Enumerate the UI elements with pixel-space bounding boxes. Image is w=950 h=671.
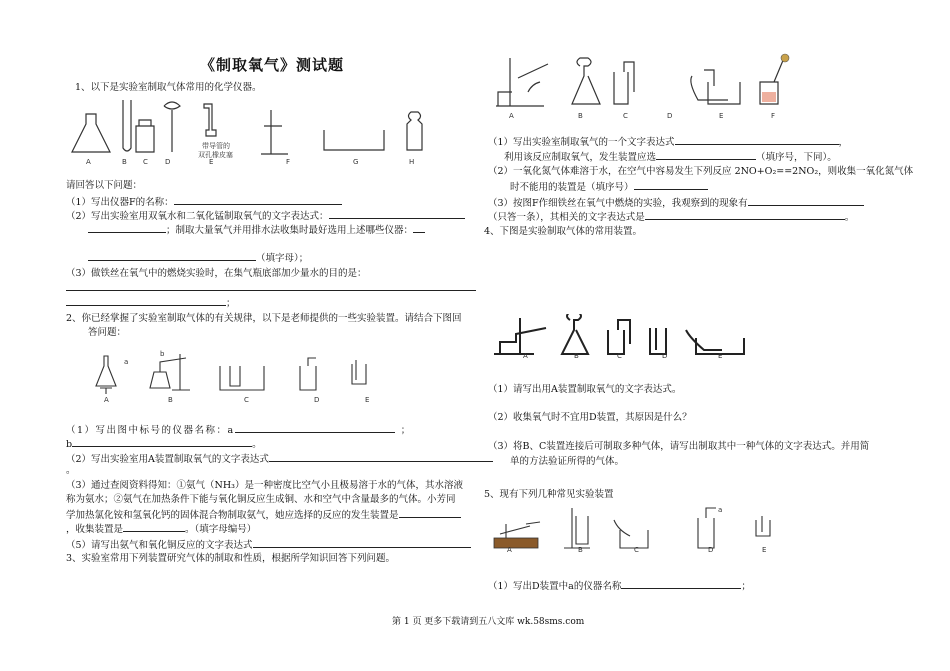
answer-blank[interactable] [634, 180, 708, 190]
q4-intro: 4、下图是实验制取气体的常用装置。 [484, 226, 643, 237]
answer-blank[interactable] [269, 452, 493, 462]
q5-label-a: A [507, 546, 512, 554]
q3-apparatus-figure [488, 52, 798, 112]
answer-blank[interactable] [645, 210, 845, 220]
answer-blank[interactable] [329, 209, 465, 219]
q1-sub1 [66, 195, 342, 209]
q3-label-c: C [623, 112, 628, 120]
q2-sub3-text4b: 。（填字母编号） [185, 524, 257, 535]
q2-sub3-text4: ，收集装置是 [66, 524, 124, 535]
q2-sub2-text: （2）写出实验室用A装置制取氧气的文字表达式 [66, 454, 269, 465]
q5-label-e: E [762, 546, 767, 554]
q2-sub1-end: 。 [252, 439, 262, 450]
q2-label-b: B [168, 396, 173, 404]
q1-label-c: C [143, 158, 148, 166]
q4-sub3-line2: 单的方法验证所得的气体。 [510, 456, 625, 467]
q1-label-e: E [209, 158, 214, 166]
q4-label-d: D [662, 352, 668, 360]
q1-sub2-line2 [88, 223, 425, 237]
q2-label-c: C [244, 396, 249, 404]
q4-sub2: （2）收集氧气时不宜用D装置，其原因是什么？ [488, 412, 692, 423]
q2-sub1-text: （1）写出图中标号的仪器名称：a [66, 425, 235, 436]
q4-label-e: E [718, 352, 723, 360]
q3-label-f: F [771, 112, 776, 120]
q3-label-b: B [578, 112, 583, 120]
answer-blank[interactable] [621, 579, 741, 589]
q2-label-a: A [104, 396, 109, 404]
answer-blank[interactable] [235, 423, 395, 433]
q1-label-b: B [122, 158, 127, 166]
q3-intro: 3、实验室常用下列装置研究气体的制取和性质，根据所学知识回答下列问题。 [66, 553, 396, 564]
answer-blank[interactable] [399, 508, 461, 518]
answer-blank[interactable] [656, 150, 756, 160]
svg-text:双孔橡皮塞: 双孔橡皮塞 [198, 151, 233, 159]
q5-label-b: B [578, 546, 583, 554]
q5-label-small-a: a [718, 506, 723, 514]
q1-intro: 1、以下是实验室制取气体常用的化学仪器。 [75, 82, 262, 93]
answer-blank[interactable] [66, 296, 226, 306]
q1-sub3-end: ； [226, 298, 236, 309]
q2-sub3-text3: 学加热氯化铵和氢氧化钙的固体混合物制取氨气，她应选择的反应的发生装置是 [66, 510, 399, 521]
q2-intro-1: 2、你已经掌握了实验室制取气体的有关规律，以下是老师提供的一些实验装置。请结合下图回 [66, 313, 462, 324]
q3-sub2-line2 [510, 180, 708, 194]
answer-blank[interactable] [748, 196, 864, 206]
q2-sub3-line2: 称为氨水；②氨气在加热条件下能与氧化铜反应生成铜、水和空气中含量最多的气体。小芳同 [66, 494, 456, 505]
q3-sub1-end: ， [838, 137, 849, 148]
q1-sub2-text3: （填字母）； [256, 253, 309, 264]
q3-sub3-text2: （只答一条），其相关的文字表达式是 [488, 212, 645, 223]
q4-sub3: （3）将B、C装置连接后可制取多种气体，请写出制取其中一种气体的文字表达式。并用简 [488, 441, 870, 452]
q4-label-b: B [574, 352, 579, 360]
q3-label-e: E [719, 112, 724, 120]
q3-sub1-line2 [504, 150, 837, 164]
page-footer: 第 1 页 更多下载请到五八文库 wk.58sms.com [392, 617, 585, 627]
q1-label-h: H [409, 158, 415, 166]
q2-sub3-line3 [66, 508, 461, 522]
q2-label-d: D [314, 396, 320, 404]
q5-sub1-end: ； [741, 581, 751, 592]
q3-sub1-text2: 利用该反应制取氧气，发生装置应选 [504, 152, 657, 163]
q1-label-g: G [353, 158, 359, 166]
q4-label-c: C [617, 352, 622, 360]
q1-sub1-text: （1）写出仪器F的名称： [66, 197, 174, 208]
q3-sub1-end2: （填序号，下同）。 [756, 152, 837, 163]
svg-text:带导管的: 带导管的 [202, 142, 230, 150]
page-title: 《制取氧气》测试题 [200, 56, 345, 74]
q3-label-a: A [509, 112, 514, 120]
q4-sub1: （1）请写出用A装置制取氧气的文字表达式。 [488, 384, 682, 395]
q2-sub2-end: 。 [66, 465, 76, 476]
q1-sub3: （3）做铁丝在氧气中的燃烧实验时，在集气瓶底部加少量水的目的是： [66, 268, 367, 279]
q1-sub3-line2 [66, 296, 236, 310]
q3-sub3-end: 。 [844, 212, 855, 223]
q5-label-c: C [634, 546, 639, 554]
q2-label-e: E [365, 396, 370, 404]
q2-sub5-text: （5）请写出氨气和氧化铜反应的文字表达式 [66, 540, 253, 551]
q2-sub1-sep: ； [400, 425, 412, 436]
q3-sub2: （2）一氧化氮气体难溶于水，在空气中容易发生下列反应 2NO+O₂==2NO₂，则收集一氧化氮气体 [488, 166, 914, 177]
q2-sub1-b: b [66, 439, 73, 450]
q3-sub3-line2 [488, 210, 854, 224]
answer-blank[interactable] [253, 538, 471, 548]
q2-sub1-line2 [66, 437, 262, 451]
q1-label-f: F [286, 158, 291, 166]
q2-label-small-b: b [160, 350, 165, 358]
answer-line[interactable] [66, 290, 476, 291]
q1-answer-intro: 请回答以下问题： [66, 180, 143, 191]
answer-blank[interactable] [123, 522, 185, 532]
q1-label-a: A [86, 158, 91, 166]
q3-sub3 [488, 196, 864, 210]
q2-apparatus-figure [90, 350, 390, 400]
q2-sub5 [66, 538, 471, 552]
answer-blank[interactable] [88, 251, 256, 261]
answer-blank[interactable] [174, 195, 342, 205]
answer-blank[interactable] [675, 135, 839, 145]
q2-intro-2: 答问题： [88, 327, 127, 338]
q3-label-d: D [667, 112, 673, 120]
q1-label-d: D [165, 158, 171, 166]
q5-sub1-text: （1）写出D装置中a的仪器名称 [488, 581, 622, 592]
q3-sub1-text: （1）写出实验室制取氧气的一个文字表达式 [488, 137, 675, 148]
q1-sub2-text: （2）写出实验室用双氧水和二氧化锰制取氧气的文字表达式： [66, 211, 329, 222]
q2-sub2 [66, 452, 493, 466]
q5-intro: 5、现有下列几种常见实验装置 [484, 489, 614, 500]
q2-sub3-line1: （3）通过查阅资料得知：①氨气（NH₃）是一种密度比空气小且极易溶于水的气体，其水溶液 [66, 480, 463, 491]
answer-blank[interactable] [72, 437, 252, 447]
q2-sub1 [66, 423, 412, 437]
q3-sub3-text: （3）按图F作细铁丝在氧气中燃烧的实验，我观察到的现象有 [488, 198, 748, 209]
q1-sub2-line3 [88, 251, 308, 265]
q5-apparatus-figure [490, 504, 790, 554]
answer-blank[interactable] [88, 223, 166, 233]
q1-sub2 [66, 209, 465, 223]
q4-label-a: A [523, 352, 528, 360]
q3-sub2-text2: 时不能用的装置是（填序号） [510, 182, 634, 193]
q2-sub3-line4 [66, 522, 256, 536]
answer-blank[interactable] [413, 223, 425, 233]
q5-label-d: D [708, 546, 714, 554]
q1-sub2-text2: ；制取大量氧气并用排水法收集时最好选用上述哪些仪器： [166, 225, 414, 236]
q3-sub1 [488, 135, 848, 149]
q5-sub1 [488, 579, 751, 593]
q2-label-small-a: a [124, 358, 129, 366]
